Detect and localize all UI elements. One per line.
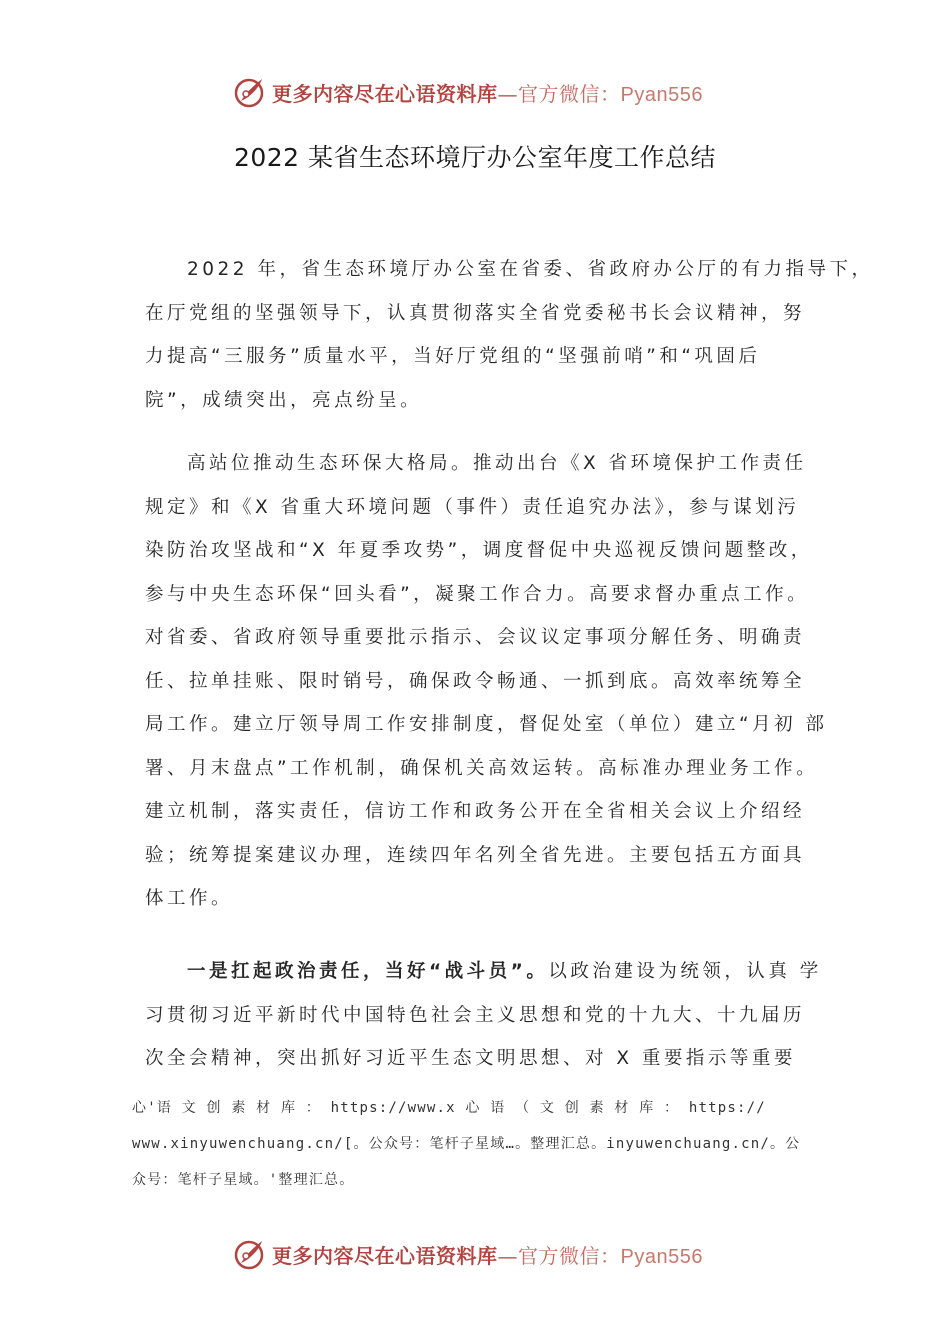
paragraph-line: 染防治攻坚战和“X 年夏季攻势”，调度督促中央巡视反馈问题整改， <box>145 540 813 561</box>
paragraph-line: 署、月末盘点”工作机制，确保机关高效运转。高标准办理业务工作。 <box>145 757 819 779</box>
banner-dash: — <box>497 81 518 106</box>
paragraph-line: 院”，成绩突出，亮点纷呈。 <box>145 389 423 411</box>
paragraph-line: 建立机制，落实责任，信访工作和政务公开在全省相关会议上介绍经 <box>145 801 806 822</box>
paragraph-1 <box>145 248 874 422</box>
paragraph-line: 次全会精神，突出抓好习近平生态文明思想、对 X 重要指示等重要 <box>145 1048 796 1069</box>
paragraph-line: 任、拉单挂账、限时销号，确保政令畅通、一抓到底。高效率统筹全 <box>145 670 806 692</box>
paragraph-line: 体工作。 <box>145 888 234 909</box>
section-heading: 一是扛起政治责任，当好“战斗员”。 <box>187 961 549 982</box>
banner-text <box>272 1240 703 1269</box>
footer-banner <box>232 1236 722 1272</box>
paragraph-line: 习贯彻习近平新时代中国特色社会主义思想和党的十九大、十九届历 <box>145 1004 806 1026</box>
banner-wx-id: Pyan556 <box>620 83 703 106</box>
banner-dash: — <box>497 1243 518 1268</box>
source-line: www.xinyuwenchuang.cn/[。公众号：笔杆子星域…。整理汇总。inyuwenchuang.cn/。公 <box>132 1136 801 1152</box>
paragraph-line: 在厅党组的坚强领导下，认真贯彻落实全省党委秘书长会议精神，努 <box>145 302 806 324</box>
source-line: 心'语 文 创 素 材 库 ： https://www.x 心 语 （ 文 创 素 材 库 ： https:// <box>132 1100 766 1116</box>
banner-wx-id: Pyan556 <box>620 1245 703 1268</box>
paragraph-line: 2022 年，省生态环境厅办公室在省委、省政府办公厅的有力指导下， <box>187 259 874 280</box>
paragraph-line: 验；统筹提案建议办理，连续四年名列全省先进。主要包括五方面具 <box>145 844 806 866</box>
paragraph-2 <box>145 442 828 921</box>
paragraph-line <box>145 950 822 994</box>
page-title: 2022 某省生态环境厅办公室年度工作总结 <box>233 143 717 172</box>
banner-text <box>272 78 703 107</box>
banner-wx-text: 官方微信： <box>518 81 621 106</box>
source-line: 众号：笔杆子星域。'整理汇总。 <box>132 1172 355 1188</box>
paragraph-line: 规定》和《X 省重大环境问题（事件）责任追究办法》，参与谋划污 <box>145 496 800 518</box>
paragraph-line: 参与中央生态环保“回头看”，凝聚工作合力。高要求督办重点工作。 <box>145 583 810 605</box>
banner-main-text: 更多内容尽在心语资料库 <box>272 81 498 106</box>
header-banner <box>232 74 722 110</box>
banner-main-text: 更多内容尽在心语资料库 <box>272 1243 498 1268</box>
paragraph-line: 对省委、省政府领导重要批示指示、会议议定事项分解任务、明确责 <box>145 627 806 648</box>
banner-wx-text: 官方微信： <box>518 1243 621 1268</box>
quill-logo-icon <box>232 1237 266 1271</box>
paragraph-line: 局工作。建立厅领导周工作安排制度，督促处室（单位）建立“月初 部 <box>145 714 828 735</box>
paragraph-line: 力提高“三服务”质量水平，当好厅党组的“坚强前哨”和“巩固后 <box>145 346 761 367</box>
paragraph-3 <box>145 950 822 1081</box>
paragraph-line: 高站位推动生态环保大格局。推动出台《X 省环境保护工作责任 <box>187 453 807 474</box>
paragraph-text: 以政治建设为统领，认真 学 <box>548 961 822 982</box>
quill-logo-icon <box>232 75 266 109</box>
source-note <box>132 1090 832 1198</box>
